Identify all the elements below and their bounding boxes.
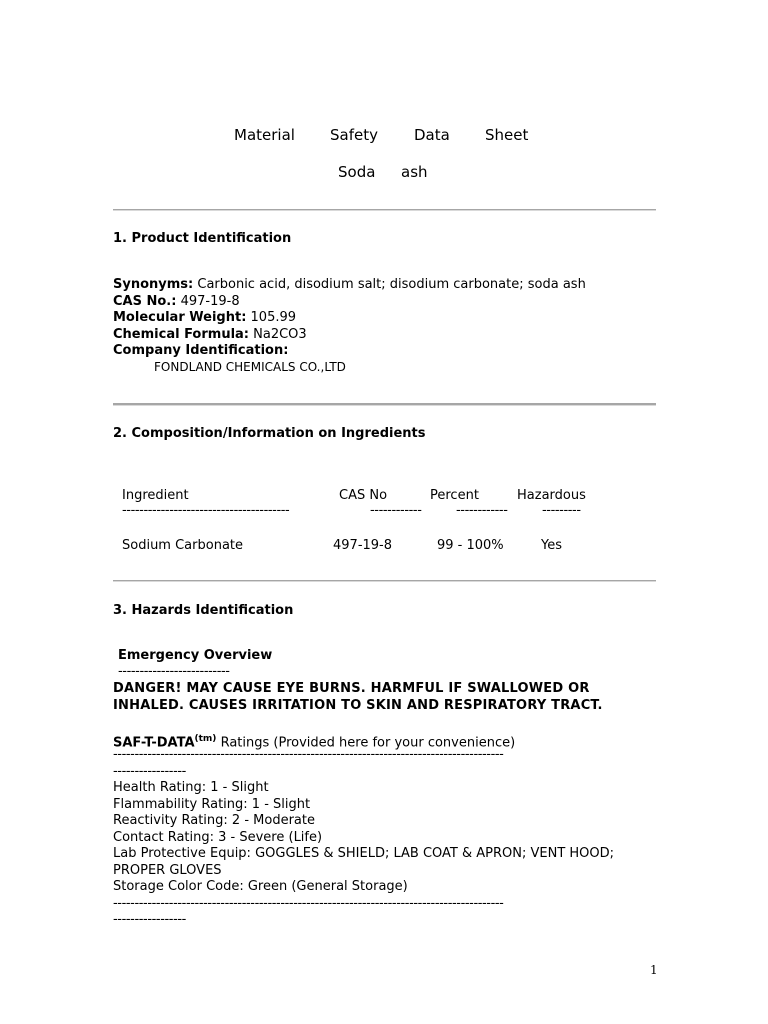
- emergency-overview-label: Emergency Overview: [118, 648, 273, 663]
- synonyms-label: Synonyms:: [113, 277, 194, 292]
- table-cell-hazardous: Yes: [541, 538, 562, 553]
- danger-statement-line: INHALED. CAUSES IRRITATION TO SKIN AND RESPIRATORY TRACT.: [113, 697, 603, 713]
- chemical-formula-label: Chemical Formula:: [113, 326, 249, 342]
- subtitle-word: ash: [401, 163, 428, 181]
- chemical-formula-value: Na2CO3: [249, 326, 307, 342]
- synonyms-line: [113, 277, 586, 294]
- table-cell-percent: 99 - 100%: [437, 538, 504, 553]
- company-identification-label: Company Identification:: [113, 343, 289, 358]
- subtitle-word: Soda: [338, 163, 376, 181]
- table-header-underline: ------------: [370, 503, 422, 518]
- company-identification-value: FONDLAND CHEMICALS CO.,LTD: [154, 360, 346, 374]
- dashed-separator: -------------------------------------------------------------------------------------------: [113, 896, 504, 911]
- rating-line: PROPER GLOVES: [113, 862, 222, 878]
- dashed-separator: -----------------: [113, 912, 186, 927]
- title-word: Material: [234, 126, 295, 144]
- rating-line: Contact Rating: 3 - Severe (Life): [113, 829, 323, 845]
- section-heading-product-identification: 1. Product Identification: [113, 231, 292, 246]
- table-header-underline: ---------------------------------------: [122, 503, 290, 518]
- rating-line: Storage Color Code: Green (General Storage): [113, 879, 408, 894]
- table-header-cas-no: CAS No: [339, 488, 388, 503]
- title-word: Data: [414, 126, 450, 144]
- saf-t-data-description: Ratings (Provided here for your convenience): [216, 735, 516, 751]
- saf-t-data-label: SAF-T-DATA: [113, 735, 195, 751]
- title-word: Sheet: [485, 126, 529, 144]
- horizontal-rule: [113, 209, 656, 211]
- rating-line: Health Rating: 1 - Slight: [113, 780, 269, 795]
- cas-label: CAS No.:: [113, 293, 177, 309]
- table-cell-ingredient: Sodium Carbonate: [122, 538, 243, 553]
- rating-line: Flammability Rating: 1 - Slight: [113, 796, 311, 812]
- molecular-weight-line: [113, 310, 296, 327]
- section-heading-composition: 2. Composition/Information on Ingredients: [113, 426, 426, 441]
- section-heading-hazards: 3. Hazards Identification: [113, 603, 294, 618]
- table-header-ingredient: Ingredient: [122, 488, 189, 503]
- dashed-separator: -------------------------------------------------------------------------------------------: [113, 747, 504, 762]
- cas-line: [113, 294, 240, 311]
- rating-line: Reactivity Rating: 2 - Moderate: [113, 813, 315, 828]
- table-header-underline: ------------: [456, 503, 508, 518]
- table-header-percent: Percent: [430, 488, 479, 503]
- table-header-hazardous: Hazardous: [517, 488, 586, 503]
- rating-line: Lab Protective Equip: GOGGLES & SHIELD; LAB COAT & APRON; VENT HOOD;: [113, 846, 615, 861]
- synonyms-value: Carbonic acid, disodium salt; disodium carbonate; soda ash: [193, 277, 586, 292]
- page-number: 1: [650, 963, 658, 977]
- horizontal-rule: [113, 403, 656, 406]
- cas-value: 497-19-8: [176, 293, 240, 309]
- molecular-weight-label: Molecular Weight:: [113, 310, 247, 325]
- table-cell-cas-no: 497-19-8: [333, 538, 393, 553]
- title-word: Safety: [330, 126, 378, 144]
- dashed-separator: -----------------: [113, 764, 186, 779]
- chemical-formula-line: [113, 327, 307, 344]
- danger-statement-line: DANGER! MAY CAUSE EYE BURNS. HARMFUL IF SWALLOWED OR: [113, 681, 590, 696]
- trademark-superscript: (tm): [194, 734, 217, 744]
- molecular-weight-value: 105.99: [246, 310, 297, 325]
- table-header-underline: ---------: [542, 503, 581, 518]
- emergency-overview-underline: --------------------------: [118, 664, 230, 679]
- horizontal-rule: [113, 580, 656, 582]
